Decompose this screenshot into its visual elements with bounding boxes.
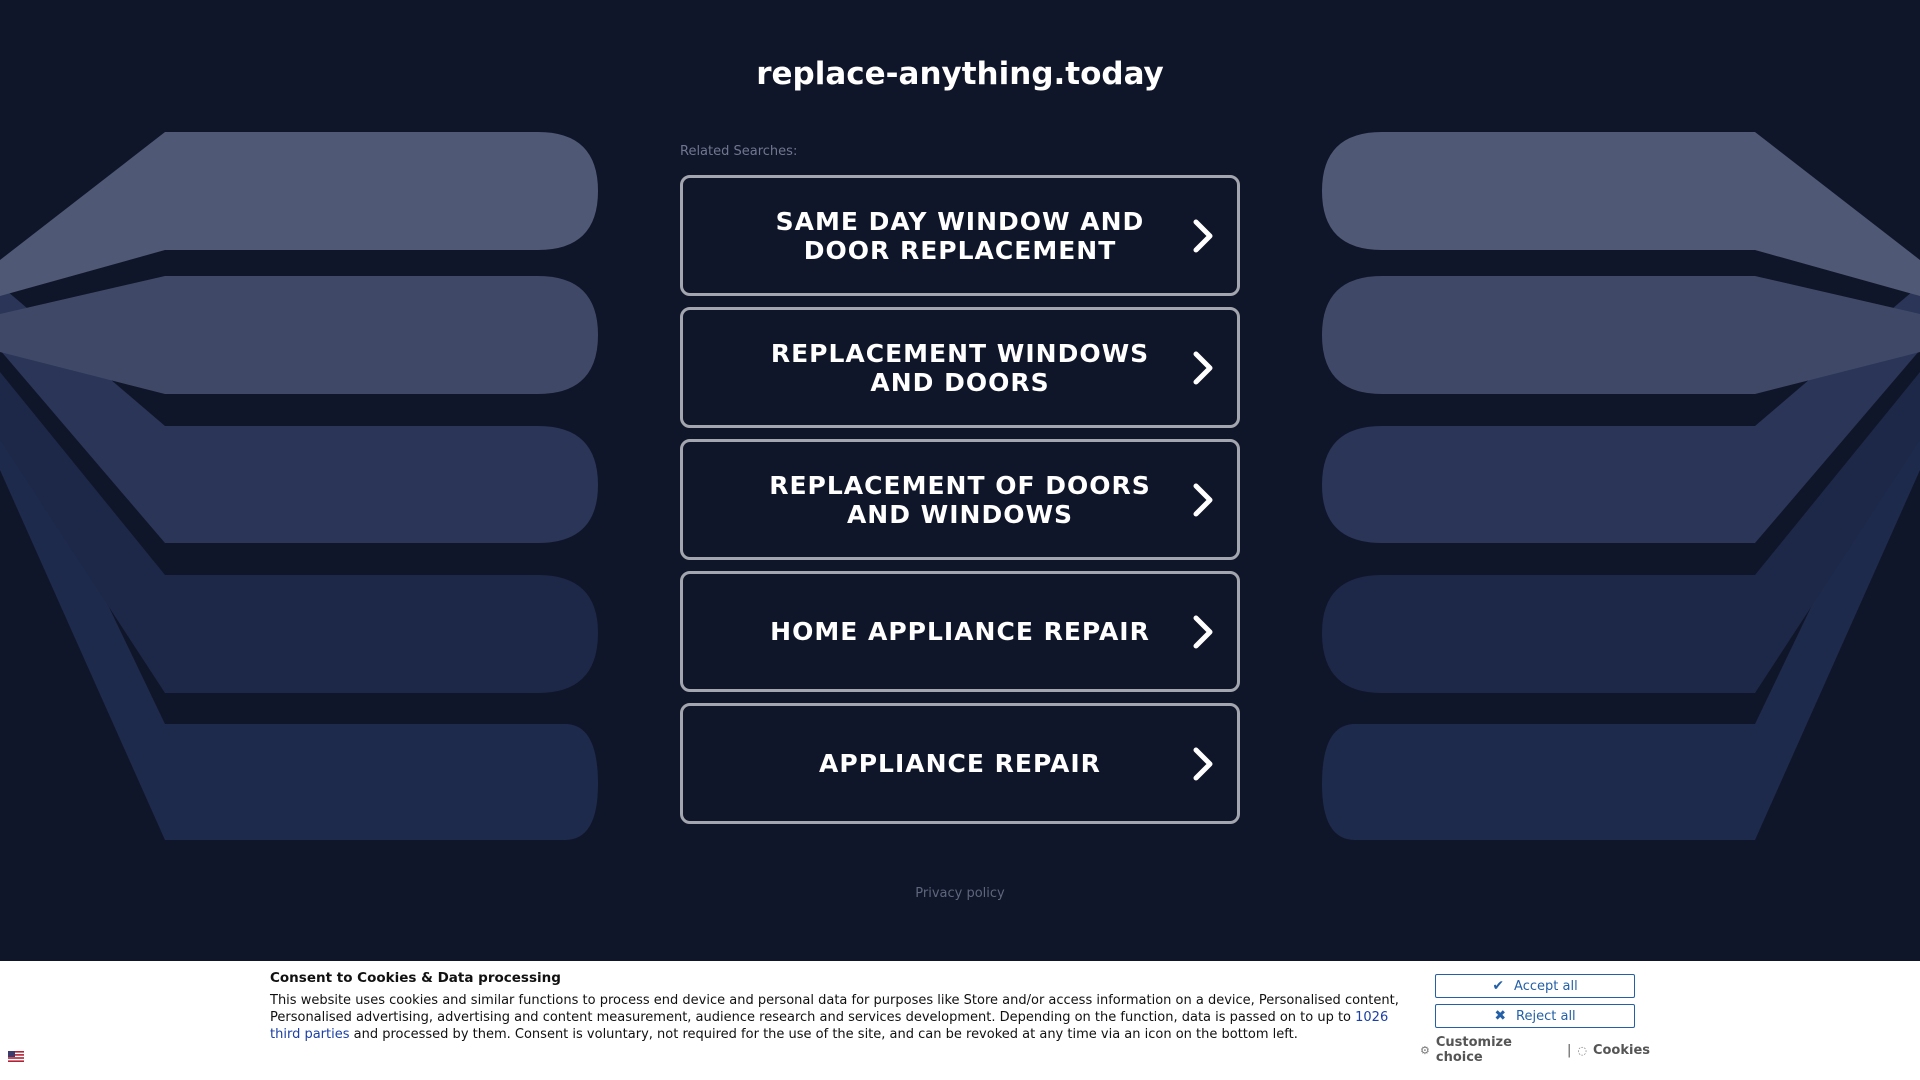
chevron-right-icon [1191, 614, 1215, 650]
us-flag-icon[interactable] [8, 1051, 24, 1062]
related-link-appliance-repair[interactable] [680, 703, 1240, 824]
related-link-label: SAME DAY WINDOW AND DOOR REPLACEMENT [775, 206, 1145, 265]
customize-choice-link[interactable]: Customize choice [1435, 1035, 1512, 1065]
related-searches-label: Related Searches: [680, 144, 798, 159]
cookie-text-before: This website uses cookies and similar functions to process end device and personal data for purposes like Store and/or access information on a device, Personalised content, Personalised advertising, advertising and content measurement, audience research and services development. Depending on the function, data is passed on to up to [270, 993, 1399, 1025]
accept-all-label: Accept all [1514, 978, 1578, 994]
cookie-secondary-links [1420, 1035, 1650, 1065]
cookie-banner-title: Consent to Cookies & Data processing [270, 970, 561, 986]
cookies-link[interactable]: Cookies [1592, 1042, 1650, 1058]
chevron-right-icon [1191, 218, 1215, 254]
reject-all-label: Reject all [1516, 1008, 1576, 1024]
chevron-right-icon [1191, 350, 1215, 386]
gear-icon: ⚙ [1420, 1043, 1430, 1057]
related-link-home-appliance-repair[interactable] [680, 571, 1240, 692]
cookie-icon: ◌ [1577, 1043, 1587, 1057]
related-link-label: REPLACEMENT WINDOWS AND DOORS [770, 338, 1150, 397]
link-separator: | [1566, 1042, 1572, 1058]
related-link-label: APPLIANCE REPAIR [819, 749, 1101, 778]
third-parties-link[interactable]: 1026 third parties [270, 1010, 1389, 1042]
cookie-consent-banner [0, 961, 1920, 1080]
check-icon: ✔ [1492, 978, 1505, 994]
site-title: replace-anything.today [756, 56, 1164, 92]
accept-all-button[interactable] [1435, 974, 1635, 998]
reject-all-button[interactable] [1435, 1004, 1635, 1028]
related-link-label: REPLACEMENT OF DOORS AND WINDOWS [769, 470, 1151, 529]
cookie-banner-text [270, 992, 1400, 1043]
related-link-label: HOME APPLIANCE REPAIR [770, 617, 1150, 646]
chevron-right-icon [1191, 746, 1215, 782]
related-link-replacement-windows-doors[interactable] [680, 307, 1240, 428]
related-links-list [680, 175, 1240, 835]
privacy-policy-link[interactable]: Privacy policy [915, 886, 1005, 901]
related-link-replacement-doors-windows[interactable] [680, 439, 1240, 560]
cookie-text-after: and processed by them. Consent is voluntary, not required for the use of the site, and can be revoked at any time via an icon on the bottom left. [349, 1027, 1298, 1042]
x-icon: ✖ [1494, 1008, 1507, 1024]
chevron-right-icon [1191, 482, 1215, 518]
related-link-same-day-window-door[interactable] [680, 175, 1240, 296]
